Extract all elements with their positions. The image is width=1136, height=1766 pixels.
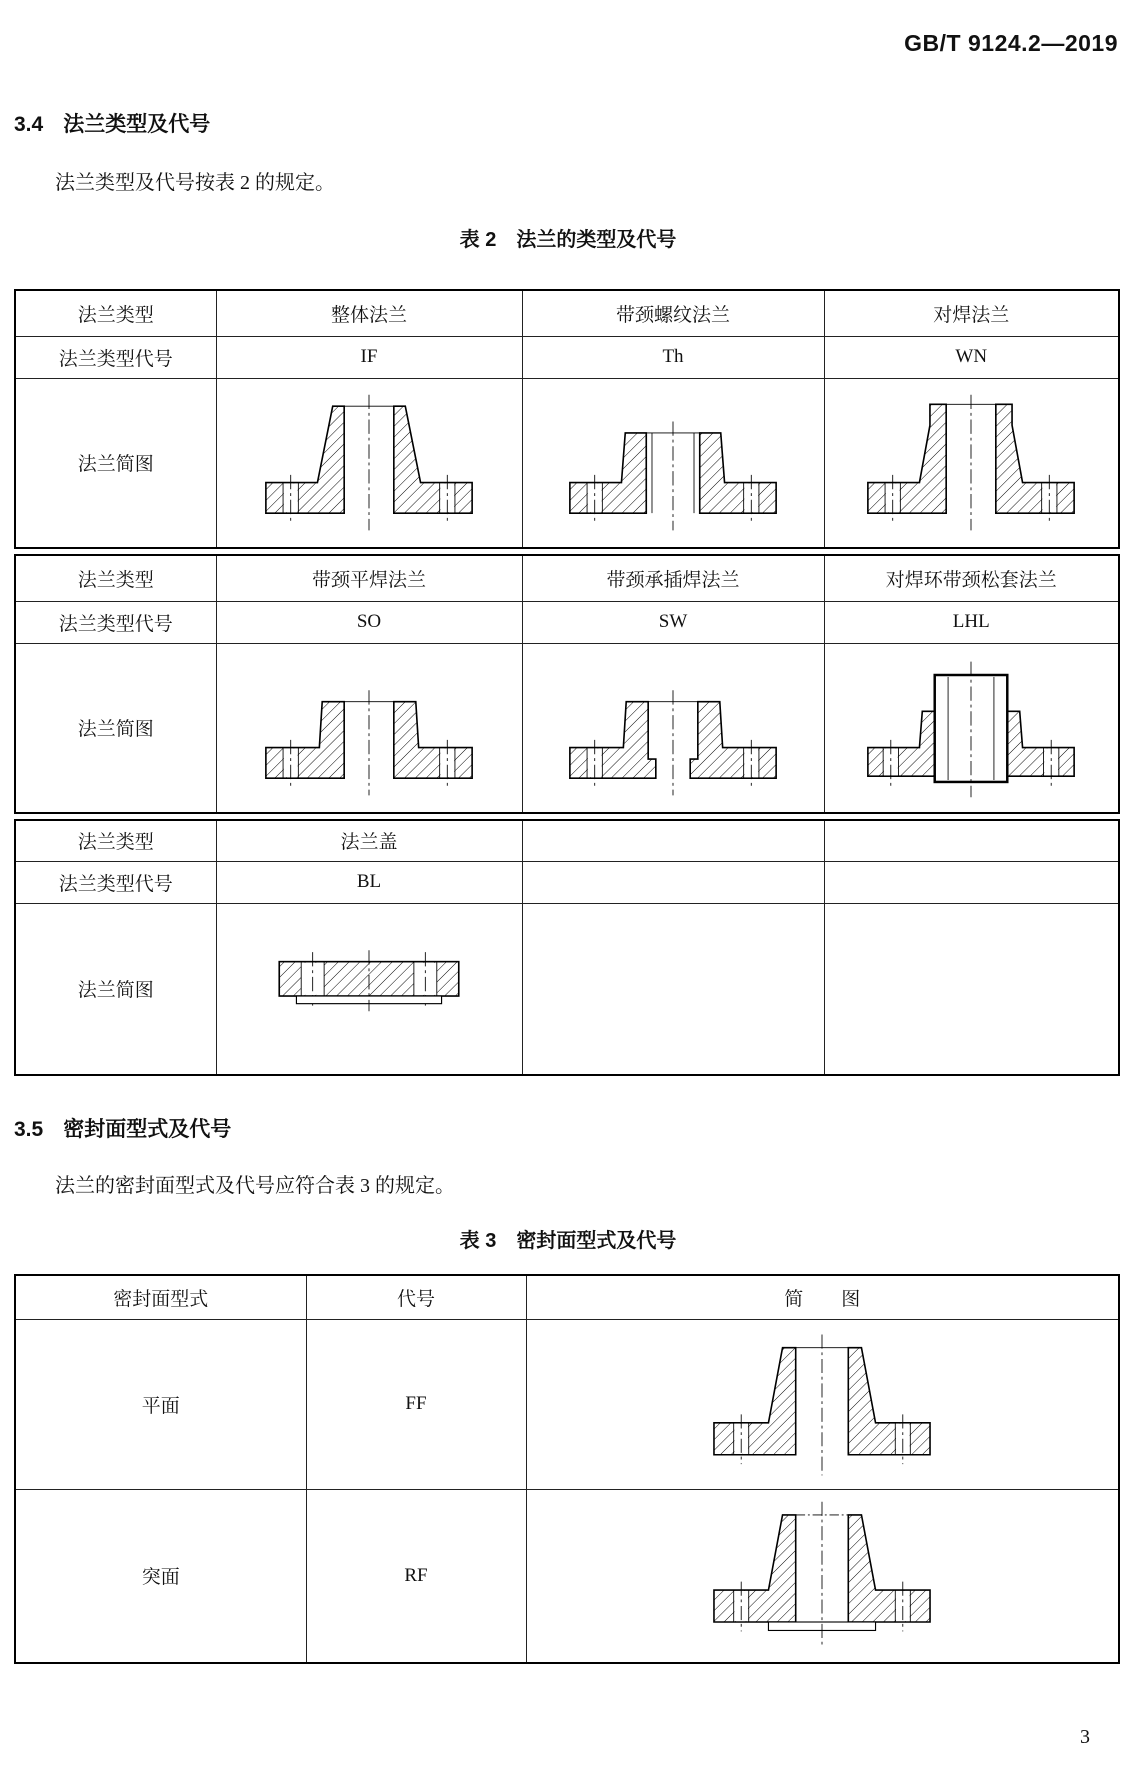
table2-group3 <box>14 819 1120 1076</box>
flange-code-cell <box>824 861 1119 903</box>
empty-cell <box>824 903 1119 1075</box>
flange-diagram-cell <box>522 643 824 813</box>
flange-type-cell <box>824 820 1119 861</box>
empty-cell <box>522 903 824 1075</box>
flat-face-flange-diagram <box>662 1327 982 1482</box>
section-3-5-body: 法兰的密封面型式及代号应符合表 3 的规定。 <box>55 1175 455 1197</box>
table-row <box>15 1319 1119 1489</box>
table3-caption: 表 3 密封面型式及代号 <box>459 1230 677 1252</box>
threaded-neck-flange-diagram <box>529 389 817 537</box>
flange-diagram-cell <box>216 643 522 813</box>
section-3-5-heading <box>14 1116 1136 1144</box>
flange-type-cell: 对焊法兰 <box>824 290 1119 336</box>
table2-group2 <box>14 554 1120 814</box>
header-diagram: 简 图 <box>526 1275 1119 1319</box>
table-row <box>15 820 1119 861</box>
standard-number-header: GB/T 9124.2—2019 <box>904 30 1118 56</box>
header-face-type: 密封面型式 <box>15 1275 306 1319</box>
flange-type-cell: 对焊环带颈松套法兰 <box>824 555 1119 601</box>
header-code: 代号 <box>306 1275 526 1319</box>
table-row <box>15 378 1119 548</box>
row-label-flange-type: 法兰类型 <box>15 555 216 601</box>
section-number: 3.4 <box>14 113 44 136</box>
table-row <box>15 290 1119 336</box>
weld-neck-flange-diagram <box>827 389 1115 537</box>
raised-face-flange-diagram <box>662 1498 982 1653</box>
flange-diagram-cell <box>216 378 522 548</box>
flange-diagram-cell <box>216 903 522 1075</box>
face-type-cell: 平面 <box>15 1319 306 1489</box>
row-label-flange-diagram: 法兰简图 <box>15 903 216 1075</box>
flange-type-cell: 法兰盖 <box>216 820 522 861</box>
flange-code-cell: SO <box>216 601 522 643</box>
face-code-cell: RF <box>306 1489 526 1663</box>
section-3-4-heading <box>14 111 1136 139</box>
table2-caption: 表 2 法兰的类型及代号 <box>459 229 677 251</box>
flange-code-cell: Th <box>522 336 824 378</box>
table-row <box>15 1489 1119 1663</box>
row-label-flange-diagram: 法兰简图 <box>15 643 216 813</box>
section-title: 密封面型式及代号 <box>63 1118 232 1141</box>
loose-flange-with-weld-ring-diagram <box>827 654 1115 802</box>
row-label-flange-type: 法兰类型 <box>15 820 216 861</box>
section-number: 3.5 <box>14 1118 44 1141</box>
row-label-flange-type: 法兰类型 <box>15 290 216 336</box>
slip-on-neck-flange-diagram <box>225 654 513 802</box>
socket-weld-neck-flange-diagram <box>529 654 817 802</box>
table-header-row <box>15 1275 1119 1319</box>
face-diagram-cell <box>526 1319 1119 1489</box>
row-label-flange-code: 法兰类型代号 <box>15 861 216 903</box>
flange-diagram-cell <box>824 378 1119 548</box>
flange-type-cell: 整体法兰 <box>216 290 522 336</box>
integral-flange-diagram <box>225 389 513 537</box>
flange-code-cell: BL <box>216 861 522 903</box>
flange-code-cell: LHL <box>824 601 1119 643</box>
flange-code-cell: WN <box>824 336 1119 378</box>
flange-code-cell <box>522 861 824 903</box>
table-row <box>15 861 1119 903</box>
row-label-flange-code: 法兰类型代号 <box>15 336 216 378</box>
page-number: 3 <box>1080 1726 1090 1748</box>
face-diagram-cell <box>526 1489 1119 1663</box>
table-row <box>15 336 1119 378</box>
flange-diagram-cell <box>522 378 824 548</box>
face-type-cell: 突面 <box>15 1489 306 1663</box>
flange-code-cell: IF <box>216 336 522 378</box>
flange-type-cell: 带颈螺纹法兰 <box>522 290 824 336</box>
face-code-cell: FF <box>306 1319 526 1489</box>
table-row <box>15 643 1119 813</box>
table3 <box>14 1274 1120 1664</box>
table-row <box>15 903 1119 1075</box>
flange-type-cell: 带颈平焊法兰 <box>216 555 522 601</box>
section-title: 法兰类型及代号 <box>63 113 211 136</box>
flange-type-cell <box>522 820 824 861</box>
blind-flange-diagram <box>225 912 513 1060</box>
section-3-4-body: 法兰类型及代号按表 2 的规定。 <box>55 172 335 194</box>
table2-group1 <box>14 289 1120 549</box>
flange-code-cell: SW <box>522 601 824 643</box>
flange-diagram-cell <box>824 643 1119 813</box>
row-label-flange-code: 法兰类型代号 <box>15 601 216 643</box>
row-label-flange-diagram: 法兰简图 <box>15 378 216 548</box>
table-row <box>15 555 1119 601</box>
flange-type-cell: 带颈承插焊法兰 <box>522 555 824 601</box>
table-row <box>15 601 1119 643</box>
